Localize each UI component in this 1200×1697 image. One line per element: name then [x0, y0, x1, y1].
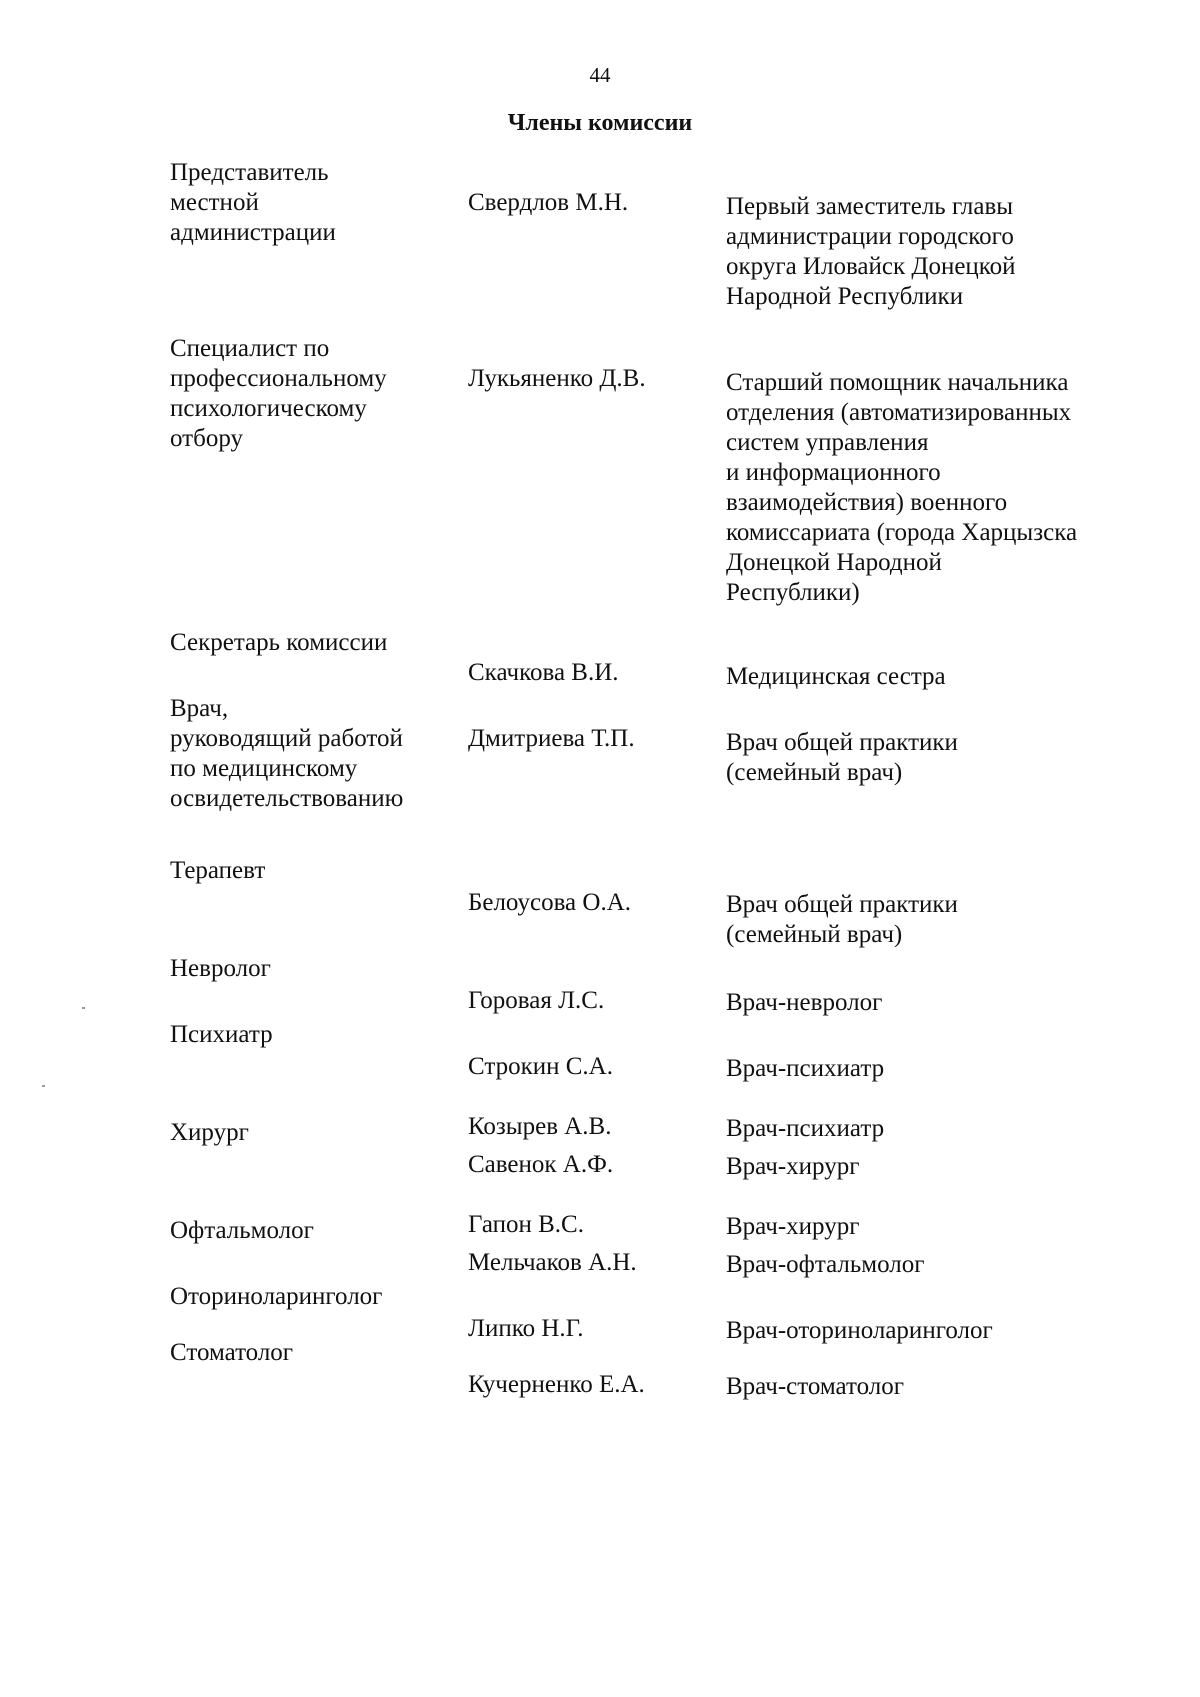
member-name: Дмитриева Т.П. — [468, 725, 635, 752]
member-position: Врач-невролог — [726, 989, 883, 1016]
member-positions — [726, 338, 1151, 638]
member-role: Специалист по профессиональному психологическому отбору — [170, 335, 387, 452]
member-name: Гапон В.С. — [468, 1211, 584, 1238]
member-role: Невролог — [170, 955, 271, 982]
member-role: Врач, руководящий работой по медицинскому освидетельствованию — [170, 695, 404, 812]
page-number: 44 — [589, 63, 611, 87]
member-role: Представитель местной администрации — [170, 159, 336, 246]
member-role: Терапевт — [170, 857, 266, 884]
member-position: Врач-психиатр — [726, 1115, 885, 1142]
member-position: Врач общей практики (семейный врач) — [726, 729, 958, 786]
member-name: Строкин С.А. — [468, 1053, 613, 1080]
member-position: Врач-хирург — [726, 1153, 860, 1180]
member-name: Лукьяненко Д.В. — [468, 365, 646, 392]
member-name: Мельчаков А.Н. — [468, 1249, 637, 1276]
member-names — [468, 858, 718, 948]
member-names — [468, 334, 718, 424]
member-positions — [726, 698, 1151, 818]
member-role: Хирург — [170, 1119, 249, 1146]
member-position: Врач общей практики (семейный врач) — [726, 891, 958, 948]
member-names — [468, 694, 718, 784]
member-name: Скачкова В.И. — [468, 659, 619, 686]
member-name: Свердлов М.Н. — [468, 189, 629, 216]
scan-speck — [82, 1007, 85, 1009]
member-positions — [726, 1342, 1151, 1432]
member-position: Врач-офтальмолог — [726, 1251, 925, 1278]
member-names — [468, 1340, 718, 1430]
document-heading: Члены комиссии — [507, 110, 693, 136]
scan-speck — [42, 1085, 45, 1087]
member-role: Секретарь комиссии — [170, 629, 388, 656]
member-position: Врач-оториноларинголог — [726, 1317, 993, 1344]
member-name: Белоусова О.А. — [468, 889, 632, 916]
member-role: Оториноларинголог — [170, 1283, 383, 1310]
member-positions — [726, 162, 1151, 342]
member-name: Кучерненко Е.А. — [468, 1371, 645, 1398]
member-name: Савенок А.Ф. — [468, 1151, 614, 1178]
member-name: Горовая Л.С. — [468, 987, 605, 1014]
member-role: Психиатр — [170, 1021, 273, 1048]
member-name: Липко Н.Г. — [468, 1315, 584, 1342]
member-position: Медицинская сестра — [726, 663, 946, 690]
member-position: Врач-стоматолог — [726, 1373, 904, 1400]
member-position: Старший помощник начальника отделения (автоматизированных систем управления и информационного взаимодействия) военного комиссариата (города Харцызска Донецкой Народной Республики) — [726, 369, 1078, 606]
member-names — [468, 158, 718, 248]
member-name: Козырев А.В. — [468, 1113, 612, 1140]
member-position: Врач-психиатр — [726, 1055, 885, 1082]
member-position: Первый заместитель главы администрации городского округа Иловайск Донецкой Народной Республики — [726, 193, 1016, 310]
member-position: Врач-хирург — [726, 1213, 860, 1240]
member-role: Офтальмолог — [170, 1217, 314, 1244]
member-role: Стоматолог — [170, 1339, 294, 1366]
